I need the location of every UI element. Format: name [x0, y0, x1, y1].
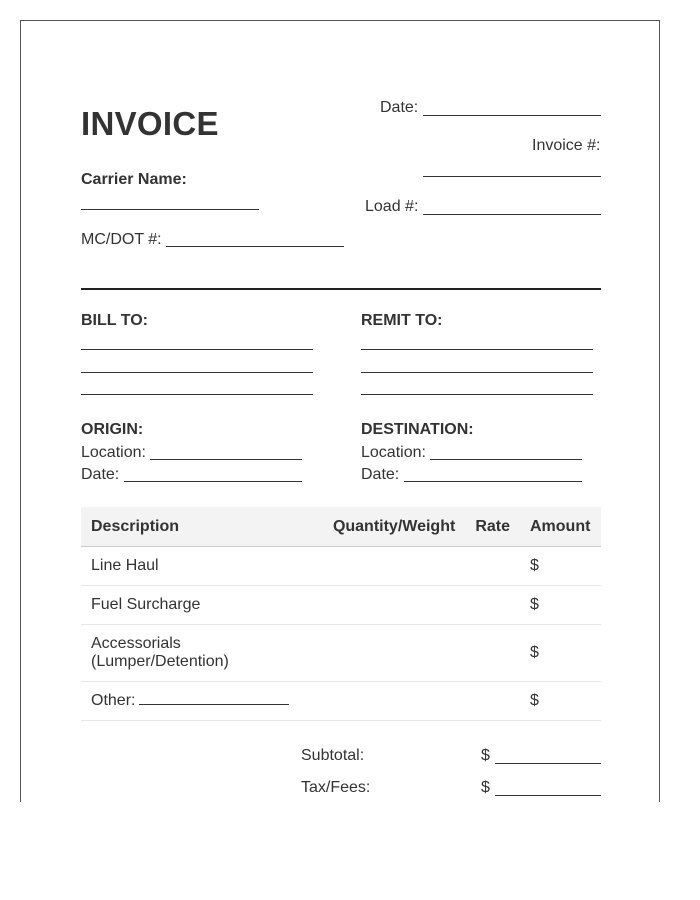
- load-number-field[interactable]: [423, 214, 601, 215]
- bill-to-line-1[interactable]: [81, 349, 313, 350]
- row-amount-cell[interactable]: $: [520, 682, 601, 721]
- tax-fees-currency: $: [481, 779, 490, 796]
- table-row: [81, 547, 601, 586]
- destination-date-label: Date:: [361, 466, 400, 483]
- row-quantity-cell[interactable]: [323, 625, 465, 682]
- destination-date-field[interactable]: [404, 481, 582, 482]
- row-description: Accessorials (Lumper/Detention): [81, 625, 323, 682]
- remit-to-line-3[interactable]: [361, 394, 593, 395]
- tax-fees-label: Tax/Fees:: [301, 779, 371, 796]
- origin-heading: ORIGIN:: [81, 421, 144, 438]
- origin-date-field[interactable]: [124, 481, 302, 482]
- section-divider: [81, 288, 601, 290]
- carrier-name-field[interactable]: [81, 209, 259, 210]
- invoice-number-field[interactable]: [423, 176, 601, 177]
- origin-date-label: Date:: [81, 466, 120, 483]
- row-description-cell: [81, 682, 323, 721]
- other-description-field[interactable]: [139, 692, 289, 705]
- row-rate-cell[interactable]: [465, 586, 520, 625]
- row-quantity-cell[interactable]: [323, 682, 465, 721]
- remit-to-heading: REMIT TO:: [361, 312, 443, 329]
- origin-location-field[interactable]: [150, 459, 302, 460]
- table-row: [81, 625, 601, 682]
- subtotal-currency: $: [481, 747, 490, 764]
- origin-location-label: Location:: [81, 444, 146, 461]
- bill-to-heading: BILL TO:: [81, 312, 148, 329]
- header-description: Description: [81, 507, 323, 547]
- row-amount-cell[interactable]: $: [520, 586, 601, 625]
- destination-location-label: Location:: [361, 444, 426, 461]
- invoice-title: INVOICE: [81, 105, 219, 142]
- row-amount-cell[interactable]: $: [520, 547, 601, 586]
- table-row: [81, 586, 601, 625]
- table-header-row: [81, 507, 601, 547]
- carrier-name-label: Carrier Name:: [81, 171, 187, 188]
- tax-fees-field[interactable]: [495, 795, 601, 796]
- mc-dot-field[interactable]: [166, 246, 344, 247]
- row-rate-cell[interactable]: [465, 682, 520, 721]
- row-quantity-cell[interactable]: [323, 547, 465, 586]
- subtotal-label: Subtotal:: [301, 747, 365, 764]
- subtotal-field[interactable]: [495, 763, 601, 764]
- line-items-table: [81, 507, 601, 721]
- load-number-label: Load #:: [365, 198, 419, 215]
- bill-to-line-2[interactable]: [81, 372, 313, 373]
- row-description: Line Haul: [81, 547, 323, 586]
- bill-to-line-3[interactable]: [81, 394, 313, 395]
- row-amount-cell[interactable]: $: [520, 625, 601, 682]
- date-label: Date:: [380, 99, 419, 116]
- table-row: [81, 682, 601, 721]
- row-description: Fuel Surcharge: [81, 586, 323, 625]
- invoice-page: [20, 20, 660, 802]
- row-rate-cell[interactable]: [465, 547, 520, 586]
- row-description: Other:: [91, 692, 136, 709]
- invoice-number-label: Invoice #:: [532, 137, 601, 154]
- row-rate-cell[interactable]: [465, 625, 520, 682]
- destination-location-field[interactable]: [430, 459, 582, 460]
- remit-to-line-1[interactable]: [361, 349, 593, 350]
- mc-dot-label: MC/DOT #:: [81, 231, 162, 248]
- header-amount: Amount: [520, 507, 601, 547]
- header-rate: Rate: [465, 507, 520, 547]
- date-field[interactable]: [423, 115, 601, 116]
- remit-to-line-2[interactable]: [361, 372, 593, 373]
- header-quantity-weight: Quantity/Weight: [323, 507, 465, 547]
- row-quantity-cell[interactable]: [323, 586, 465, 625]
- destination-heading: DESTINATION:: [361, 421, 474, 438]
